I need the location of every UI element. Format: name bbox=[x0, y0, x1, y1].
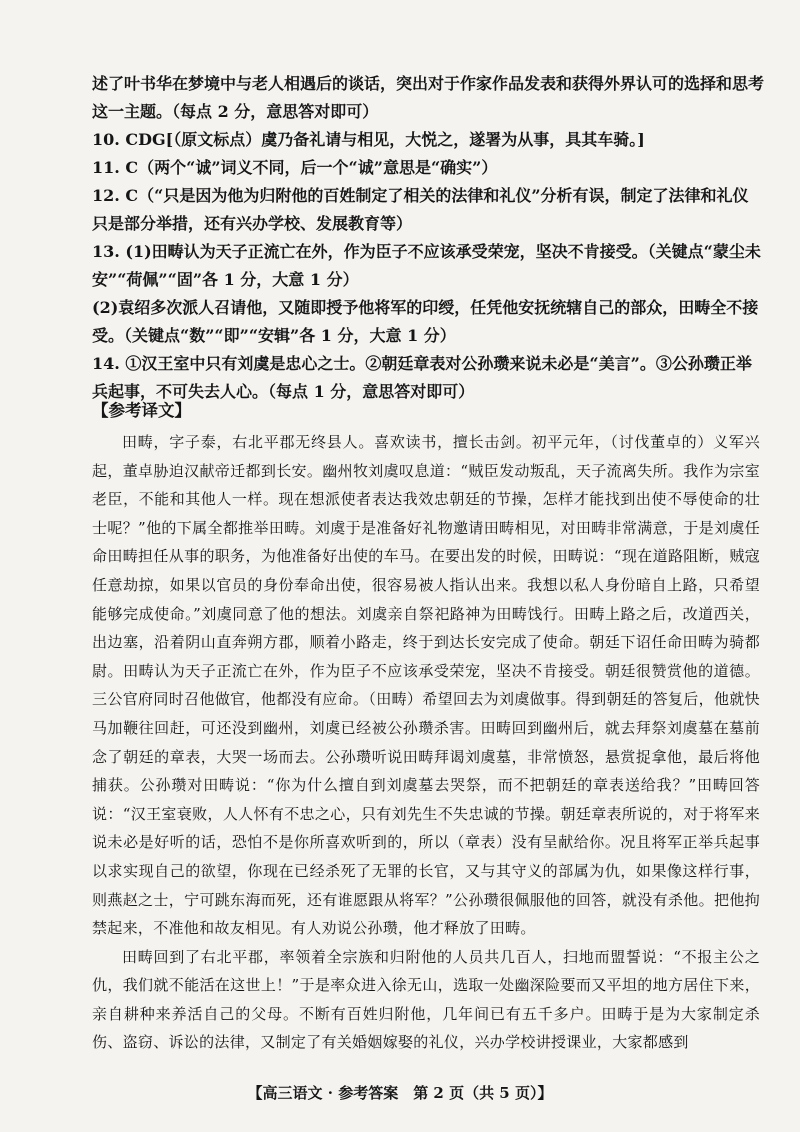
translation-body bbox=[92, 428, 760, 1057]
answer-9-continuation: 述了叶书华在梦境中与老人相遇后的谈话，突出对于作家作品发表和获得外界认可的选择和思考这一主题。（每点 2 分，意思答对即可） bbox=[92, 74, 765, 121]
answer-block bbox=[92, 70, 764, 406]
translation-heading: 【参考译文】 bbox=[92, 401, 191, 420]
answer-12: 12. C（“只是因为他为归附他的百姓制定了相关的法律和礼仪”分析有误，制定了法律和礼仪只是部分举措，还有兴办学校、发展教育等） bbox=[92, 186, 749, 233]
page-footer: 【高三语文 · 参考答案 第 2 页（共 5 页）】 bbox=[247, 1084, 553, 1102]
answer-11: 11. C（两个“诚”词义不同，后一个“诚”意思是“确实”） bbox=[92, 158, 498, 177]
answer-10: 10. CDG[（原文标点）虞乃备礼请与相见，大悦之，遂署为从事，具其车骑。] bbox=[92, 130, 645, 149]
answer-13-part-2: (2)袁绍多次派人召请他，又随即授予他将军的印绶，任凭他安抚统辖自己的部众，田畴全不接受。（关键点“数”“即”“安辑”各 1 分，大意 1 分） bbox=[92, 298, 759, 345]
translation-paragraph: 田畴，字子泰，右北平郡无终县人。喜欢读书，擅长击剑。初平元年，（讨伐董卓的）义军兴起，董卓胁迫汉献帝迁都到长安。幽州牧刘虞叹息道：“贼臣发动叛乱，天子流离失所。我作为宗室老臣，不能和其他人一样。现在想派使者表达我效忠朝廷的节操，怎样才能找到出使不辱使命的壮士呢？”他的下属全都推举田畴。刘虞于是准备好礼物邀请田畴相见，对田畴非常满意，于是刘虞任命田畴担任从事的职务，为他准备好出使的车马。在要出发的时候，田畴说：“现在道路阻断，贼寇任意劫掠，如果以官员的身份奉命出使，很容易被人指认出来。我想以私人身份暗自上路，只希望能够完成使命。”刘虞同意了他的想法。刘虞亲自祭祀路神为田畴饯行。田畴上路之后，改道西关，出边塞，沿着阴山直奔朔方郡，顺着小路走，终于到达长安完成了使命。朝廷下诏任命田畴为骑都尉。田畴认为天子正流亡在外，作为臣子不应该承受荣宠，坚决不肯接受。朝廷很赞赏他的道德。三公官府同时召他做官，他都没有应命。（田畴）希望回去为刘虞做事。得到朝廷的答复后，他就快马加鞭往回赶，可还没到幽州，刘虞已经被公孙瓒杀害。田畴回到幽州后，就去拜祭刘虞墓在墓前念了朝廷的章表，大哭一场而去。公孙瓒听说田畴拜谒刘虞墓，非常愤怒，悬赏捉拿他，最后将他捕获。公孙瓒对田畴说：“你为什么擅自到刘虞墓去哭祭，而不把朝廷的章表送给我？”田畴回答说：“汉王室衰败，人人怀有不忠之心，只有刘先生不失忠诚的节操。朝廷章表所说的，对于将军来说未必是好听的话，恐怕不是你所喜欢听到的，所以（章表）没有呈献给你。况且将军正举兵起事以求实现自己的欲望，你现在已经杀死了无罪的长官，又与其守义的部属为仇，如果像这样行事，则燕赵之士，宁可跳东海而死，还有谁愿跟从将军？”公孙瓒很佩服他的回答，就没有杀他。把他拘禁起来，不准他和故友相见。有人劝说公孙瓒，他才释放了田畴。 bbox=[92, 433, 760, 938]
answer-13-part-1: 13. (1)田畴认为天子正流亡在外，作为臣子不应该承受荣宠，坚决不肯接受。（关键点“蒙尘未安”“荷佩”“固”各 1 分，大意 1 分） bbox=[92, 242, 761, 289]
answer-14: 14. ①汉王室中只有刘虞是忠心之士。②朝廷章表对公孙瓒来说未必是“美言”。③公孙瓒正举兵起事，不可失去人心。（每点 1 分，意思答对即可） bbox=[92, 354, 752, 401]
translation-paragraph: 田畴回到了右北平郡，率领着全宗族和归附他的人员共几百人，扫地而盟誓说：“不报主公之仇，我们就不能活在这世上！”于是率众进入徐无山，选取一处幽深险要而又平坦的地方居住下来，亲自耕种来养活自己的父母。不断有百姓归附他，几年间已有五千多户。田畴于是为大家制定杀伤、盗窃、诉讼的法律，又制定了有关婚姻嫁娶的礼仪，兴办学校讲授课业，大家都感到 bbox=[92, 947, 760, 1052]
